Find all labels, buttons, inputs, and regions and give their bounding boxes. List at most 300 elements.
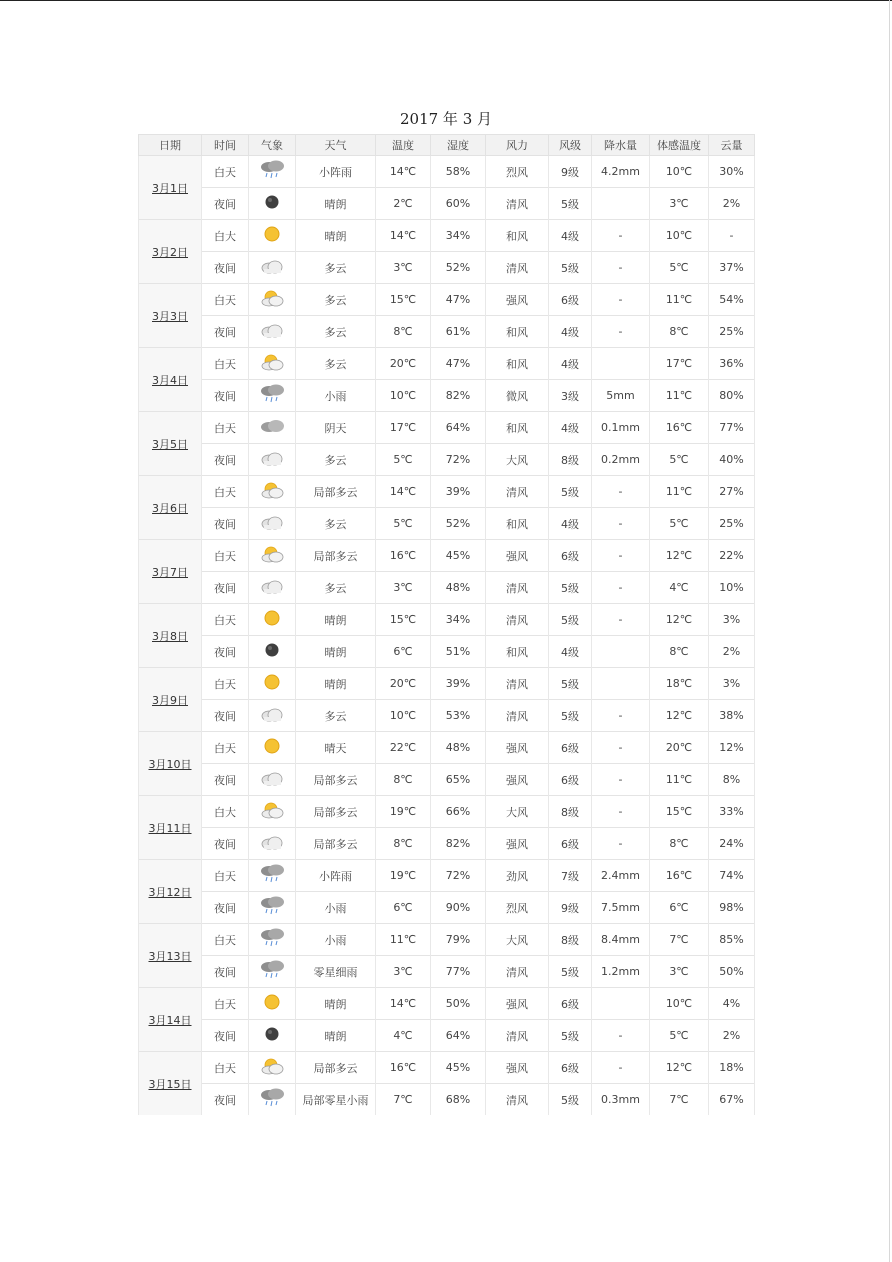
cloud-cell: 33% (709, 796, 755, 828)
feels-like-cell: 17℃ (650, 348, 709, 380)
temperature-cell: 3℃ (376, 572, 431, 604)
rain-icon (259, 960, 285, 983)
wind-cell: 清风 (486, 1084, 549, 1116)
table-row (139, 412, 755, 444)
cloud-cell: 25% (709, 508, 755, 540)
weather-cell: 局部多云 (296, 796, 376, 828)
weather-cell: 小阵雨 (296, 860, 376, 892)
weather-icon-cell (249, 892, 296, 924)
wind-cell: 劲风 (486, 860, 549, 892)
precipitation-cell: - (592, 1052, 650, 1084)
humidity-cell: 68% (431, 1084, 486, 1116)
wind-cell: 强风 (486, 1052, 549, 1084)
wind-level-cell: 8级 (549, 444, 592, 476)
wind-level-cell: 4级 (549, 508, 592, 540)
weather-icon-cell (249, 380, 296, 412)
weather-icon-cell (249, 316, 296, 348)
cloud-cell: 12% (709, 732, 755, 764)
weather-icon-cell (249, 284, 296, 316)
period-cell: 夜间 (202, 892, 249, 924)
partly-cloudy-icon (259, 481, 285, 502)
weather-icon-cell (249, 1020, 296, 1052)
date-cell (139, 860, 202, 924)
wind-level-cell: 5级 (549, 668, 592, 700)
date-link[interactable]: 3月9日 (152, 693, 188, 707)
feels-like-cell: 11℃ (650, 476, 709, 508)
partly-cloudy-icon (259, 545, 285, 566)
precipitation-cell: 2.4mm (592, 860, 650, 892)
wind-cell: 强风 (486, 828, 549, 860)
humidity-cell: 64% (431, 1020, 486, 1052)
humidity-cell: 72% (431, 860, 486, 892)
feels-like-cell: 8℃ (650, 636, 709, 668)
period-cell: 夜间 (202, 188, 249, 220)
wind-level-cell: 9级 (549, 156, 592, 188)
period-cell: 夜间 (202, 636, 249, 668)
precipitation-cell (592, 636, 650, 668)
period-cell: 白大 (202, 220, 249, 252)
period-cell: 夜间 (202, 316, 249, 348)
feels-like-cell: 16℃ (650, 412, 709, 444)
table-row (139, 1052, 755, 1084)
weather-cell: 晴朗 (296, 604, 376, 636)
weather-icon-cell (249, 412, 296, 444)
date-link[interactable]: 3月6日 (152, 501, 188, 515)
table-row (139, 188, 755, 220)
partly-cloudy-icon (259, 289, 285, 310)
header-weather: 天气 (296, 135, 376, 156)
wind-level-cell: 5级 (549, 252, 592, 284)
temperature-cell: 11℃ (376, 924, 431, 956)
humidity-cell: 50% (431, 988, 486, 1020)
temperature-cell: 14℃ (376, 476, 431, 508)
weather-cell: 多云 (296, 444, 376, 476)
date-link[interactable]: 3月3日 (152, 309, 188, 323)
weather-icon-cell (249, 796, 296, 828)
cloud-icon (259, 769, 285, 790)
precipitation-cell: - (592, 732, 650, 764)
table-row (139, 508, 755, 540)
date-link[interactable]: 3月10日 (148, 757, 192, 771)
precipitation-cell: 0.3mm (592, 1084, 650, 1116)
top-border (0, 0, 892, 1)
date-link[interactable]: 3月13日 (148, 949, 192, 963)
header-temperature: 温度 (376, 135, 431, 156)
weather-cell: 小雨 (296, 380, 376, 412)
date-cell (139, 412, 202, 476)
precipitation-cell: - (592, 540, 650, 572)
date-cell (139, 284, 202, 348)
date-cell (139, 1052, 202, 1116)
cloud-cell: 4% (709, 988, 755, 1020)
cloud-cell: 2% (709, 636, 755, 668)
partly-cloudy-icon (259, 1057, 285, 1078)
wind-cell: 和风 (486, 508, 549, 540)
wind-level-cell: 5级 (549, 572, 592, 604)
feels-like-cell: 4℃ (650, 572, 709, 604)
weather-icon-cell (249, 220, 296, 252)
wind-level-cell: 6级 (549, 732, 592, 764)
wind-level-cell: 8级 (549, 796, 592, 828)
table-row (139, 1084, 755, 1116)
date-link[interactable]: 3月11日 (148, 821, 192, 835)
cloud-cell: 2% (709, 188, 755, 220)
wind-cell: 微风 (486, 380, 549, 412)
moon-icon (264, 642, 280, 661)
precipitation-cell: - (592, 828, 650, 860)
table-row (139, 380, 755, 412)
temperature-cell: 19℃ (376, 796, 431, 828)
wind-cell: 清风 (486, 1020, 549, 1052)
wind-cell: 大风 (486, 796, 549, 828)
temperature-cell: 6℃ (376, 636, 431, 668)
header-wind: 风力 (486, 135, 549, 156)
cloud-icon (259, 449, 285, 470)
date-link[interactable]: 3月4日 (152, 373, 188, 387)
wind-level-cell: 6级 (549, 764, 592, 796)
feels-like-cell: 12℃ (650, 604, 709, 636)
wind-cell: 烈风 (486, 156, 549, 188)
humidity-cell: 52% (431, 252, 486, 284)
right-border (889, 0, 890, 1262)
period-cell: 夜间 (202, 828, 249, 860)
precipitation-cell: 4.2mm (592, 156, 650, 188)
cloud-cell: 8% (709, 764, 755, 796)
precipitation-cell: - (592, 284, 650, 316)
weather-icon-cell (249, 668, 296, 700)
cloud-cell: - (709, 220, 755, 252)
wind-level-cell: 5级 (549, 604, 592, 636)
wind-cell: 清风 (486, 956, 549, 988)
temperature-cell: 3℃ (376, 252, 431, 284)
weather-cell: 多云 (296, 700, 376, 732)
table-row (139, 732, 755, 764)
table-row (139, 348, 755, 380)
wind-level-cell: 6级 (549, 828, 592, 860)
weather-cell: 多云 (296, 348, 376, 380)
temperature-cell: 10℃ (376, 700, 431, 732)
sun-icon (263, 673, 281, 694)
date-link[interactable]: 3月14日 (148, 1013, 192, 1027)
date-cell (139, 668, 202, 732)
date-cell (139, 348, 202, 412)
wind-cell: 和风 (486, 220, 549, 252)
wind-level-cell: 7级 (549, 860, 592, 892)
date-link[interactable]: 3月7日 (152, 565, 188, 579)
wind-cell: 大风 (486, 924, 549, 956)
partly-cloudy-icon (259, 801, 285, 822)
wind-level-cell: 3级 (549, 380, 592, 412)
wind-cell: 清风 (486, 572, 549, 604)
table-row (139, 444, 755, 476)
weather-cell: 小雨 (296, 892, 376, 924)
period-cell: 白天 (202, 156, 249, 188)
temperature-cell: 14℃ (376, 988, 431, 1020)
wind-cell: 清风 (486, 188, 549, 220)
humidity-cell: 34% (431, 604, 486, 636)
wind-cell: 强风 (486, 988, 549, 1020)
precipitation-cell: - (592, 316, 650, 348)
temperature-cell: 10℃ (376, 380, 431, 412)
date-link[interactable]: 3月8日 (152, 629, 188, 643)
wind-level-cell: 5级 (549, 188, 592, 220)
weather-cell: 局部多云 (296, 476, 376, 508)
weather-cell: 晴朗 (296, 188, 376, 220)
humidity-cell: 79% (431, 924, 486, 956)
wind-cell: 和风 (486, 316, 549, 348)
partly-cloudy-icon (259, 353, 285, 374)
weather-icon-cell (249, 604, 296, 636)
cloud-cell: 27% (709, 476, 755, 508)
header-cloud: 云量 (709, 135, 755, 156)
date-link[interactable]: 3月12日 (148, 885, 192, 899)
humidity-cell: 64% (431, 412, 486, 444)
feels-like-cell: 8℃ (650, 316, 709, 348)
temperature-cell: 20℃ (376, 668, 431, 700)
cloud-cell: 10% (709, 572, 755, 604)
weather-icon-cell (249, 1084, 296, 1116)
weather-cell: 局部零星小雨 (296, 1084, 376, 1116)
temperature-cell: 16℃ (376, 540, 431, 572)
feels-like-cell: 7℃ (650, 924, 709, 956)
cloud-cell: 3% (709, 604, 755, 636)
precipitation-cell: - (592, 604, 650, 636)
cloud-cell: 37% (709, 252, 755, 284)
cloud-cell: 38% (709, 700, 755, 732)
humidity-cell: 90% (431, 892, 486, 924)
temperature-cell: 2℃ (376, 188, 431, 220)
feels-like-cell: 10℃ (650, 988, 709, 1020)
period-cell: 白天 (202, 924, 249, 956)
temperature-cell: 19℃ (376, 860, 431, 892)
period-cell: 白天 (202, 1052, 249, 1084)
precipitation-cell: - (592, 1020, 650, 1052)
feels-like-cell: 11℃ (650, 284, 709, 316)
feels-like-cell: 5℃ (650, 1020, 709, 1052)
table-row (139, 636, 755, 668)
table-row (139, 828, 755, 860)
weather-cell: 晴朗 (296, 988, 376, 1020)
wind-level-cell: 4级 (549, 316, 592, 348)
wind-level-cell: 6级 (549, 988, 592, 1020)
temperature-cell: 5℃ (376, 508, 431, 540)
weather-table (138, 134, 755, 1115)
weather-icon-cell (249, 540, 296, 572)
weather-icon-cell (249, 1052, 296, 1084)
rain-icon (259, 160, 285, 183)
date-cell (139, 156, 202, 220)
header-feels-like: 体感温度 (650, 135, 709, 156)
date-cell (139, 796, 202, 860)
precipitation-cell: 5mm (592, 380, 650, 412)
humidity-cell: 60% (431, 188, 486, 220)
wind-cell: 强风 (486, 764, 549, 796)
cloud-cell: 2% (709, 1020, 755, 1052)
weather-icon-cell (249, 572, 296, 604)
feels-like-cell: 5℃ (650, 444, 709, 476)
date-cell (139, 604, 202, 668)
cloud-cell: 18% (709, 1052, 755, 1084)
humidity-cell: 61% (431, 316, 486, 348)
period-cell: 白天 (202, 412, 249, 444)
weather-icon-cell (249, 444, 296, 476)
cloud-cell: 85% (709, 924, 755, 956)
date-cell (139, 220, 202, 284)
wind-level-cell: 5级 (549, 476, 592, 508)
cloud-cell: 24% (709, 828, 755, 860)
weather-cell: 多云 (296, 508, 376, 540)
temperature-cell: 8℃ (376, 828, 431, 860)
weather-cell: 小雨 (296, 924, 376, 956)
feels-like-cell: 10℃ (650, 156, 709, 188)
weather-cell: 局部多云 (296, 540, 376, 572)
humidity-cell: 48% (431, 732, 486, 764)
precipitation-cell: 7.5mm (592, 892, 650, 924)
header-date: 日期 (139, 135, 202, 156)
wind-level-cell: 5级 (549, 1020, 592, 1052)
wind-cell: 强风 (486, 732, 549, 764)
weather-icon-cell (249, 252, 296, 284)
weather-icon-cell (249, 860, 296, 892)
precipitation-cell: 1.2mm (592, 956, 650, 988)
weather-cell: 局部多云 (296, 764, 376, 796)
cloud-cell: 30% (709, 156, 755, 188)
table-row (139, 924, 755, 956)
date-link[interactable]: 3月1日 (152, 181, 188, 195)
feels-like-cell: 12℃ (650, 1052, 709, 1084)
period-cell: 白天 (202, 732, 249, 764)
cloud-cell: 77% (709, 412, 755, 444)
header-wind-level: 风级 (549, 135, 592, 156)
sun-icon (263, 225, 281, 246)
table-row (139, 988, 755, 1020)
wind-level-cell: 4级 (549, 412, 592, 444)
sun-icon (263, 993, 281, 1014)
table-row (139, 796, 755, 828)
date-link[interactable]: 3月15日 (148, 1077, 192, 1091)
cloud-icon (259, 705, 285, 726)
period-cell: 白天 (202, 540, 249, 572)
date-cell (139, 732, 202, 796)
humidity-cell: 47% (431, 348, 486, 380)
weather-cell: 晴朗 (296, 220, 376, 252)
weather-icon-cell (249, 924, 296, 956)
period-cell: 白天 (202, 668, 249, 700)
humidity-cell: 66% (431, 796, 486, 828)
feels-like-cell: 6℃ (650, 892, 709, 924)
temperature-cell: 14℃ (376, 220, 431, 252)
table-header-row (139, 135, 755, 156)
weather-cell: 零星细雨 (296, 956, 376, 988)
cloud-icon (259, 577, 285, 598)
table-row (139, 604, 755, 636)
period-cell: 白天 (202, 604, 249, 636)
temperature-cell: 4℃ (376, 1020, 431, 1052)
cloud-cell: 36% (709, 348, 755, 380)
wind-level-cell: 6级 (549, 540, 592, 572)
header-period: 时间 (202, 135, 249, 156)
precipitation-cell (592, 988, 650, 1020)
rain-icon (259, 896, 285, 919)
table-row (139, 764, 755, 796)
humidity-cell: 82% (431, 380, 486, 412)
table-row (139, 220, 755, 252)
weather-icon-cell (249, 764, 296, 796)
weather-icon-cell (249, 636, 296, 668)
precipitation-cell: 8.4mm (592, 924, 650, 956)
rain-icon (259, 384, 285, 407)
period-cell: 夜间 (202, 572, 249, 604)
period-cell: 夜间 (202, 1020, 249, 1052)
table-row (139, 892, 755, 924)
period-cell: 白天 (202, 860, 249, 892)
feels-like-cell: 5℃ (650, 252, 709, 284)
wind-cell: 清风 (486, 476, 549, 508)
cloud-icon (259, 257, 285, 278)
temperature-cell: 16℃ (376, 1052, 431, 1084)
wind-level-cell: 4级 (549, 220, 592, 252)
humidity-cell: 34% (431, 220, 486, 252)
period-cell: 夜间 (202, 252, 249, 284)
wind-level-cell: 9级 (549, 892, 592, 924)
humidity-cell: 72% (431, 444, 486, 476)
weather-icon-cell (249, 188, 296, 220)
period-cell: 白天 (202, 476, 249, 508)
feels-like-cell: 11℃ (650, 380, 709, 412)
date-link[interactable]: 3月2日 (152, 245, 188, 259)
precipitation-cell: - (592, 476, 650, 508)
cloud-cell: 3% (709, 668, 755, 700)
cloud-cell: 74% (709, 860, 755, 892)
precipitation-cell: - (592, 796, 650, 828)
humidity-cell: 48% (431, 572, 486, 604)
humidity-cell: 53% (431, 700, 486, 732)
weather-cell: 小阵雨 (296, 156, 376, 188)
weather-cell: 晴天 (296, 732, 376, 764)
weather-icon-cell (249, 956, 296, 988)
wind-cell: 和风 (486, 636, 549, 668)
humidity-cell: 52% (431, 508, 486, 540)
temperature-cell: 8℃ (376, 316, 431, 348)
wind-cell: 清风 (486, 604, 549, 636)
wind-level-cell: 8级 (549, 924, 592, 956)
feels-like-cell: 12℃ (650, 700, 709, 732)
period-cell: 夜间 (202, 444, 249, 476)
period-cell: 夜间 (202, 508, 249, 540)
humidity-cell: 45% (431, 540, 486, 572)
cloud-icon (259, 513, 285, 534)
table-row (139, 700, 755, 732)
period-cell: 白大 (202, 796, 249, 828)
precipitation-cell: - (592, 252, 650, 284)
weather-icon-cell (249, 156, 296, 188)
wind-cell: 和风 (486, 348, 549, 380)
date-link[interactable]: 3月5日 (152, 437, 188, 451)
weather-cell: 阴天 (296, 412, 376, 444)
temperature-cell: 5℃ (376, 444, 431, 476)
table-row (139, 316, 755, 348)
period-cell: 夜间 (202, 380, 249, 412)
cloud-cell: 40% (709, 444, 755, 476)
weather-cell: 多云 (296, 252, 376, 284)
table-row (139, 860, 755, 892)
rain-icon (259, 1088, 285, 1111)
temperature-cell: 3℃ (376, 956, 431, 988)
feels-like-cell: 16℃ (650, 860, 709, 892)
table-row (139, 668, 755, 700)
temperature-cell: 8℃ (376, 764, 431, 796)
feels-like-cell: 11℃ (650, 764, 709, 796)
